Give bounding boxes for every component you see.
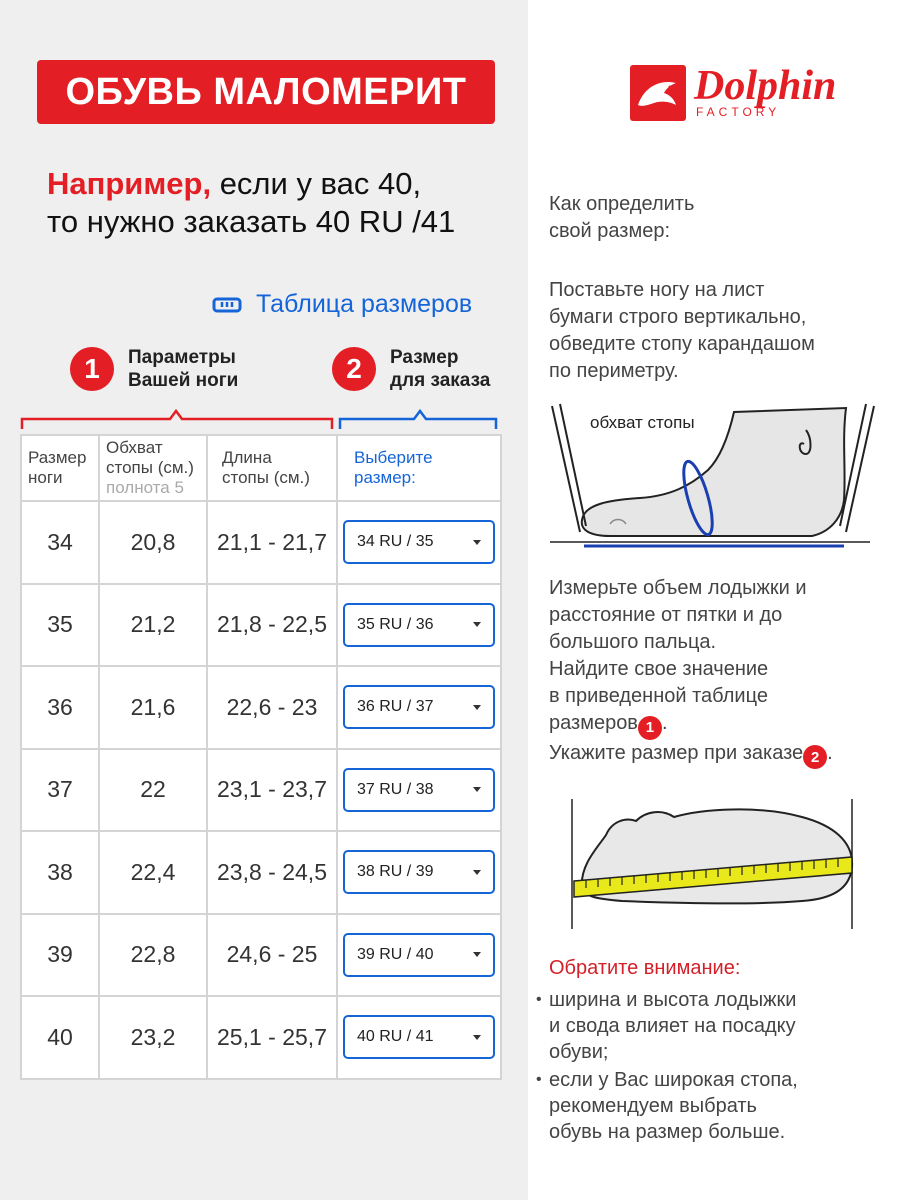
cell-girth: 21,2 bbox=[99, 584, 207, 667]
cell-girth: 21,6 bbox=[99, 666, 207, 749]
cell-size: 37 bbox=[21, 749, 99, 832]
step-1-number: 1 bbox=[70, 347, 114, 391]
cell-length: 21,1 - 21,7 bbox=[207, 501, 337, 584]
table-row bbox=[21, 501, 501, 584]
girth-label: обхват стопы bbox=[590, 413, 695, 432]
cell-girth: 20,8 bbox=[99, 501, 207, 584]
how-to-heading: Как определить свой размер: bbox=[549, 193, 695, 242]
brand-logo bbox=[630, 65, 836, 121]
step-2-line2: для заказа bbox=[390, 370, 491, 391]
cell-length: 24,6 - 25 bbox=[207, 914, 337, 997]
instruction-2: Измерьте объем лодыжки и расстояние от пятки и до большого пальца. Найдите свое значение в приведенной таблице размеров 1 . Укажите размер при заказе 2 . bbox=[549, 575, 833, 769]
cell-size: 39 bbox=[21, 914, 99, 997]
caret-down-icon bbox=[473, 787, 481, 792]
cell-girth: 22,8 bbox=[99, 914, 207, 997]
size-select[interactable]: 39 RU / 40 bbox=[343, 933, 495, 977]
caret-down-icon bbox=[473, 622, 481, 627]
table-row bbox=[21, 914, 501, 997]
cell-length: 25,1 - 25,7 bbox=[207, 996, 337, 1079]
step-2-line1: Размер bbox=[390, 347, 459, 368]
ref-step-2: 2 bbox=[803, 745, 827, 769]
table-title bbox=[212, 290, 472, 319]
table-row bbox=[21, 831, 501, 914]
attention-list bbox=[536, 987, 798, 1147]
size-select[interactable]: 36 RU / 37 bbox=[343, 685, 495, 729]
example-text bbox=[47, 165, 455, 241]
table-header-row bbox=[21, 435, 501, 501]
cell-length: 21,8 - 22,5 bbox=[207, 584, 337, 667]
foot-sole-illustration bbox=[562, 795, 862, 935]
example-line2: то нужно заказать 40 RU /41 bbox=[47, 204, 456, 239]
cell-size: 36 bbox=[21, 666, 99, 749]
table-row bbox=[21, 996, 501, 1079]
size-table bbox=[20, 434, 502, 1080]
table-row bbox=[21, 666, 501, 749]
cell-girth: 22,4 bbox=[99, 831, 207, 914]
step-1-line2: Вашей ноги bbox=[128, 370, 239, 391]
cell-girth: 23,2 bbox=[99, 996, 207, 1079]
header-size: Размер ноги bbox=[21, 435, 99, 501]
size-select[interactable]: 34 RU / 35 bbox=[343, 520, 495, 564]
caret-down-icon bbox=[473, 870, 481, 875]
table-row bbox=[21, 749, 501, 832]
size-select[interactable]: 40 RU / 41 bbox=[343, 1015, 495, 1059]
dolphin-icon bbox=[630, 65, 686, 121]
cell-size: 34 bbox=[21, 501, 99, 584]
example-highlight: Например, bbox=[47, 166, 212, 201]
cell-length: 23,1 - 23,7 bbox=[207, 749, 337, 832]
caret-down-icon bbox=[473, 705, 481, 710]
ruler-icon bbox=[212, 296, 242, 314]
caret-down-icon bbox=[473, 952, 481, 957]
ref-step-1: 1 bbox=[638, 716, 662, 740]
size-select[interactable]: 38 RU / 39 bbox=[343, 850, 495, 894]
step-2 bbox=[332, 346, 490, 392]
list-item: • ширина и высота лодыжки и свода влияет на посадку обуви; bbox=[536, 989, 797, 1063]
cell-size: 35 bbox=[21, 584, 99, 667]
cell-size: 40 bbox=[21, 996, 99, 1079]
header-length: Длина стопы (см.) bbox=[207, 435, 337, 501]
example-line1: если у вас 40, bbox=[211, 166, 422, 201]
list-item: • если у Вас широкая стопа, рекомендуем выбрать обувь на размер больше. bbox=[536, 1069, 798, 1143]
step-1 bbox=[70, 346, 238, 392]
step-1-line1: Параметры bbox=[128, 347, 236, 368]
banner: ОБУВЬ МАЛОМЕРИТ bbox=[37, 60, 495, 124]
cell-size: 38 bbox=[21, 831, 99, 914]
caret-down-icon bbox=[473, 1035, 481, 1040]
girth-note: полнота 5 bbox=[106, 478, 184, 497]
cell-girth: 22 bbox=[99, 749, 207, 832]
attention-heading: Обратите внимание: bbox=[549, 957, 741, 979]
header-choose: Выберите размер: bbox=[337, 435, 501, 501]
step-2-number: 2 bbox=[332, 347, 376, 391]
caret-down-icon bbox=[473, 540, 481, 545]
brand-sub: FACTORY bbox=[696, 105, 781, 119]
header-girth: Обхват стопы (см.) полнота 5 bbox=[99, 435, 207, 501]
foot-side-illustration bbox=[550, 400, 880, 560]
cell-length: 22,6 - 23 bbox=[207, 666, 337, 749]
instruction-1: Поставьте ногу на лист бумаги строго вертикально, обведите стопу карандашом по периметру. bbox=[549, 279, 815, 382]
cell-length: 23,8 - 24,5 bbox=[207, 831, 337, 914]
size-select[interactable]: 37 RU / 38 bbox=[343, 768, 495, 812]
table-title-label: Таблица размеров bbox=[256, 290, 473, 318]
brand-name: Dolphin bbox=[694, 63, 837, 109]
column-brackets bbox=[20, 405, 500, 435]
size-select[interactable]: 35 RU / 36 bbox=[343, 603, 495, 647]
table-row bbox=[21, 584, 501, 667]
